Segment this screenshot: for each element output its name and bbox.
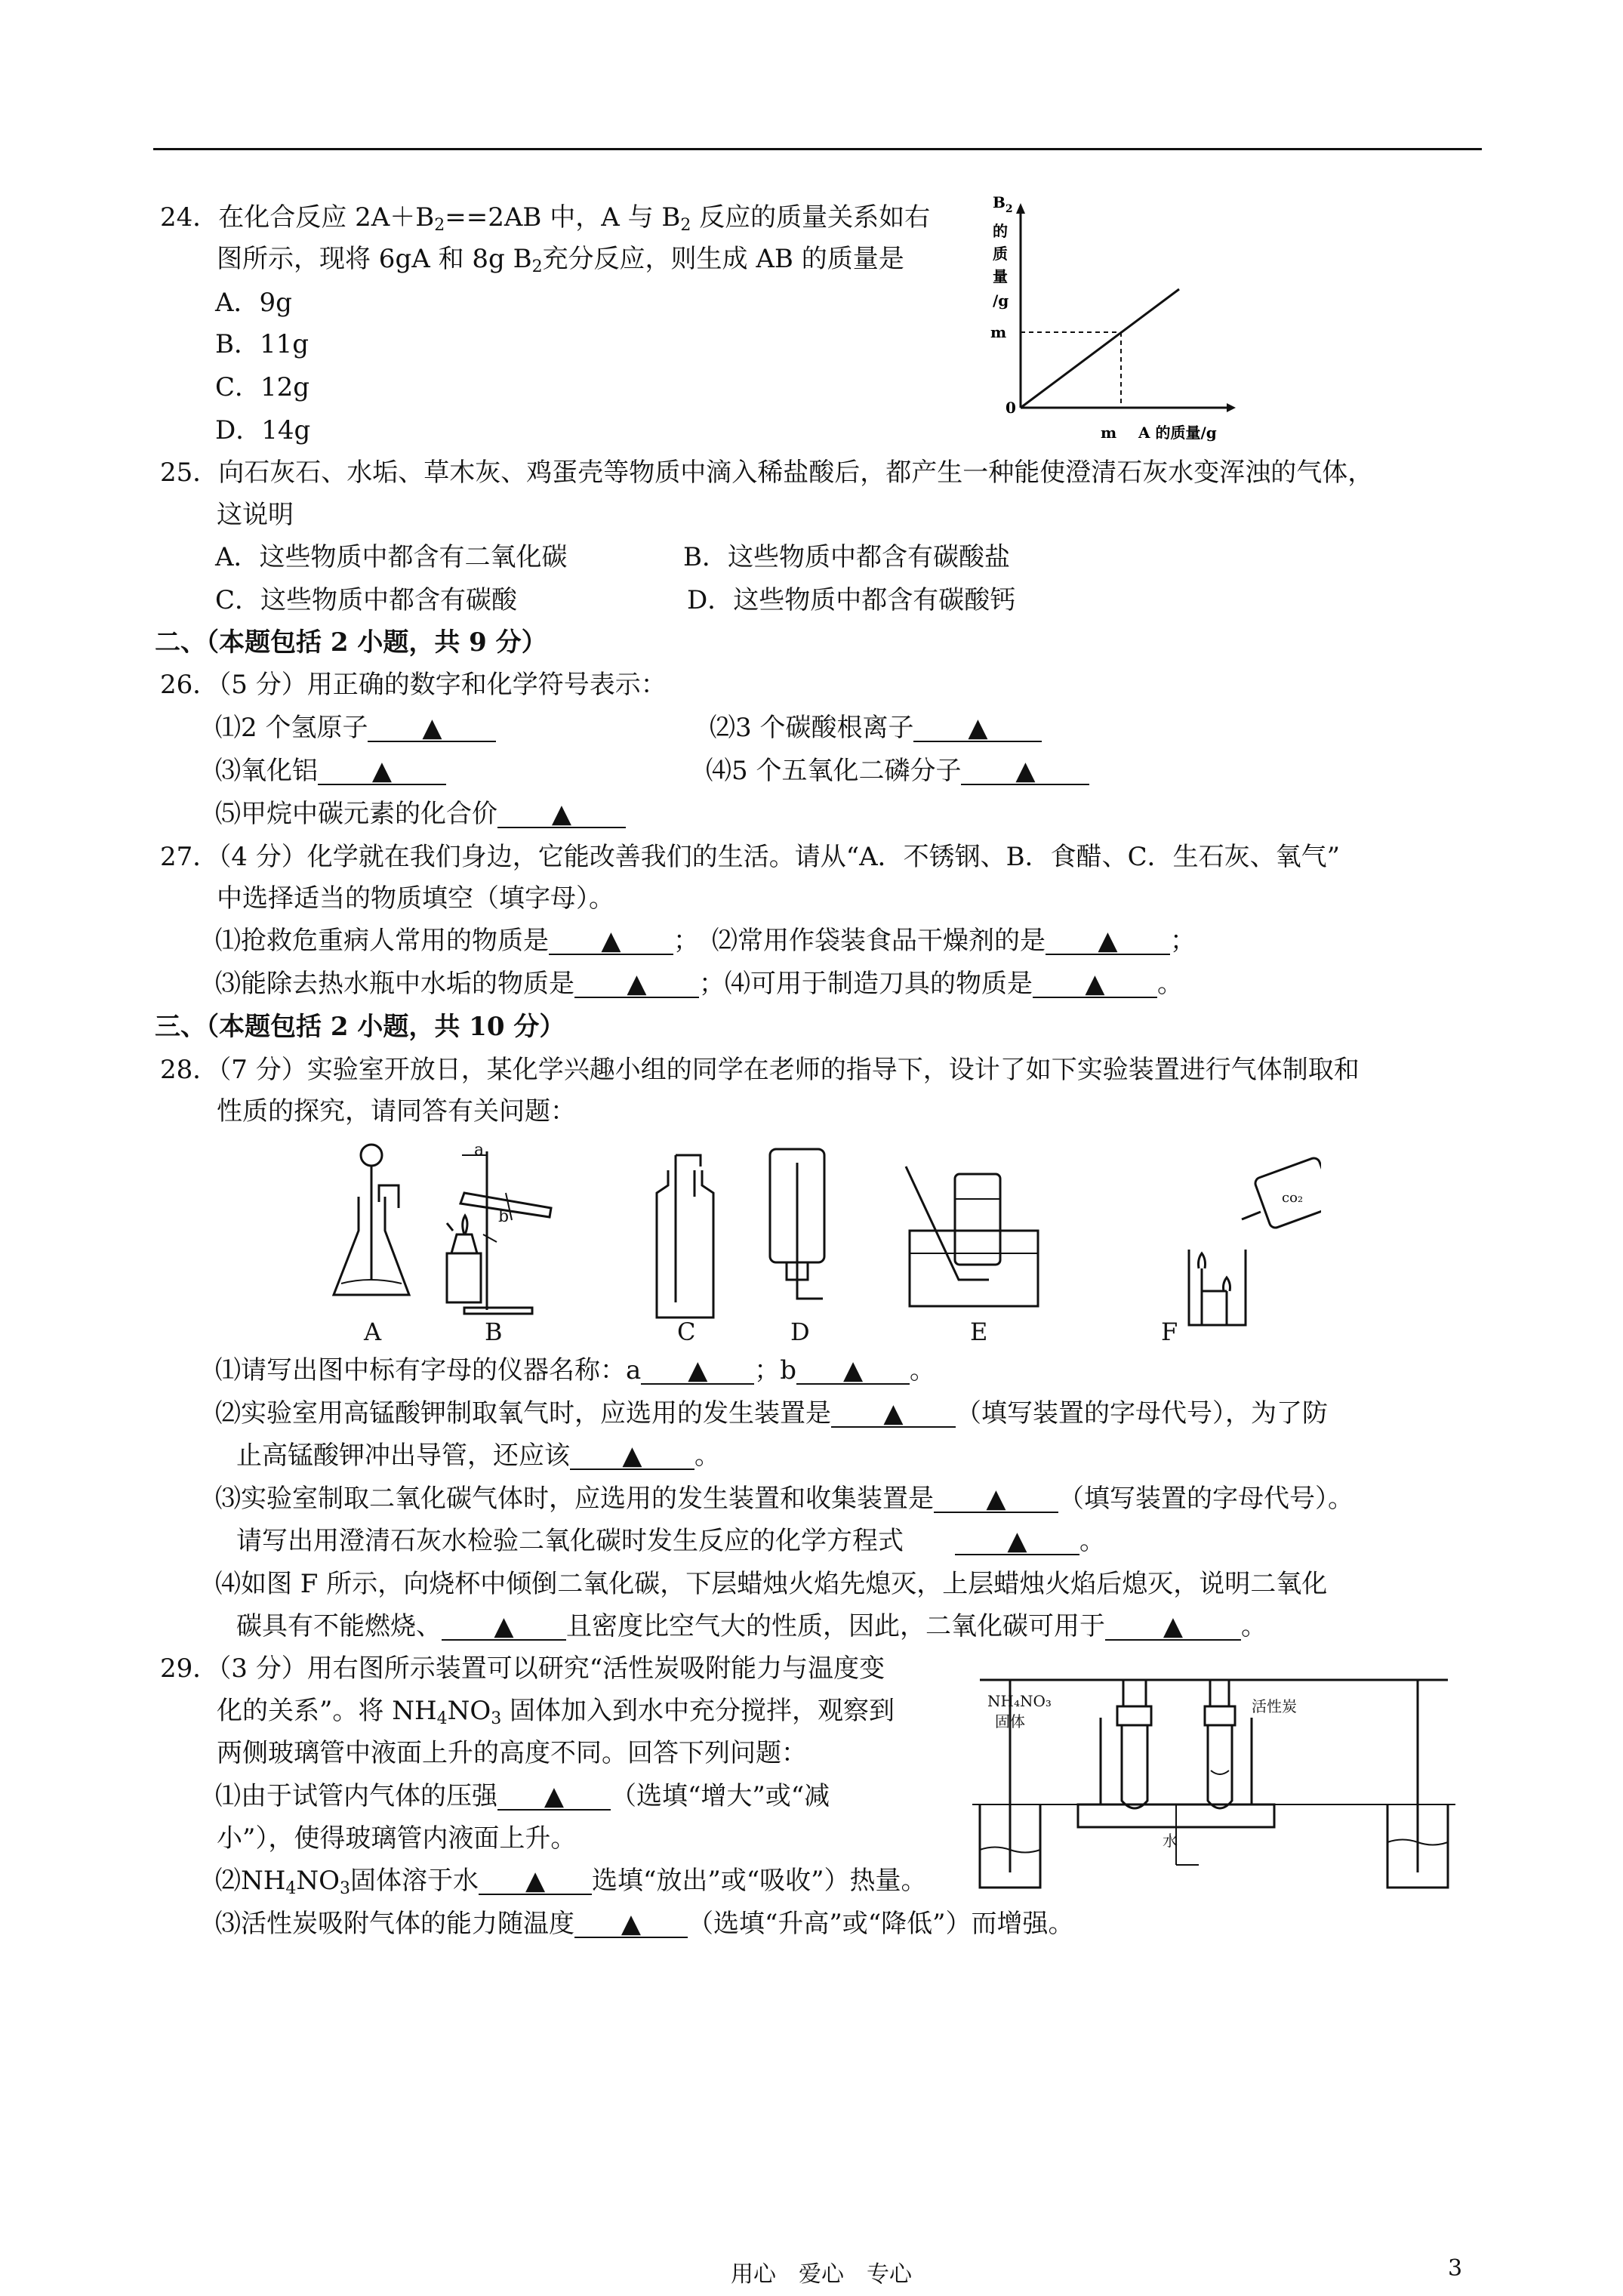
q29-sub-1-line2: 小”），使得玻璃管内液面上升。: [217, 1823, 577, 1854]
q26-blank-3[interactable]: ▲: [318, 758, 446, 785]
q29-blank-2[interactable]: ▲: [479, 1868, 592, 1895]
fig-water: 水: [1163, 1832, 1178, 1850]
apparatus-d: [770, 1149, 824, 1299]
q28-blank-3a[interactable]: ▲: [934, 1486, 1058, 1513]
q28-sub-3: ⑶实验室制取二氧化碳气体时，应选用的发生装置和收集装置是 ▲ （填写装置的字母代号）。: [215, 1484, 1354, 1514]
q25-stem: 25．向石灰石、水垢、草木灰、鸡蛋壳等物质中滴入稀盐酸后，都产生一种能使澄清石灰水变浑浊的气体，: [160, 458, 1374, 488]
q29-sub-1: ⑴由于试管内气体的压强 ▲ （选填“增大”或“减: [215, 1781, 830, 1811]
q26-item-1: ⑴2 个氢原子 ▲: [215, 713, 496, 743]
q28-stem: 28．（7 分）实验室开放日，某化学兴趣小组的同学在老师的指导下，设计了如下实验装置进行气体制取和: [160, 1055, 1360, 1085]
fig-carbon: 活性炭: [1252, 1697, 1297, 1715]
graph-y-arrow: [1016, 203, 1025, 214]
q28-sub-1: ⑴请写出图中标有字母的仪器名称：a ▲ ；b ▲ 。: [215, 1355, 936, 1385]
q29-sub-2: $⑵NH_4NO_3$固体溶于水 ▲ 选填“放出”或“吸收”）热量。: [215, 1866, 927, 1898]
q26-blank-4[interactable]: ▲: [961, 758, 1089, 785]
graph-ylabel-b: $B_2$: [993, 193, 1013, 215]
q26-blank-2[interactable]: ▲: [913, 715, 1042, 742]
page-number: 3: [1448, 2255, 1463, 2282]
graph-ylabel-1: 的: [993, 222, 1008, 240]
q24-stem: 24．在化合反应 $2A+B_2==2AB$ 中，A 与 $B_2$ 反应的质量关系如右: [160, 202, 931, 235]
fig-solid: 固体: [995, 1712, 1025, 1730]
label-c: C: [677, 1318, 696, 1344]
q27-blank-1[interactable]: ▲: [549, 928, 673, 955]
graph-ylabel-3: 量: [993, 267, 1008, 285]
section-3-heading: 三、（本题包括 2 小题，共 10 分）: [155, 1012, 565, 1042]
q24-option-a: A．9g: [215, 288, 292, 318]
q25-option-b: B．这些物质中都含有碳酸盐: [683, 542, 1010, 572]
label-b: B: [485, 1318, 503, 1344]
q28-sub-2-line2: 止高锰酸钾冲出导管，还应该 ▲ 。: [236, 1441, 720, 1471]
graph-x-m: m: [1101, 424, 1117, 442]
apparatus-e: [906, 1166, 1038, 1306]
apparatus-f: [1189, 1157, 1321, 1325]
q28-sub-3-line2: 请写出用澄清石灰水检验二氧化碳时发生反应的化学方程式 ▲ 。: [236, 1526, 1105, 1556]
label-small-a: a: [474, 1141, 485, 1160]
q24-mass-graph: [974, 193, 1261, 449]
q27-blank-2[interactable]: ▲: [1046, 928, 1170, 955]
q26-blank-1[interactable]: ▲: [368, 715, 496, 742]
q25-option-c: C．这些物质中都含有碳酸: [215, 585, 518, 615]
q26-item-4: ⑷5 个五氧化二磷分子 ▲: [706, 756, 1089, 786]
q28-blank-2a[interactable]: ▲: [831, 1401, 956, 1428]
q26-item-2: ⑵3 个碳酸根离子 ▲: [710, 713, 1042, 743]
q25-stem-line2: 这说明: [217, 500, 294, 530]
q28-blank-a[interactable]: ▲: [641, 1358, 754, 1385]
q24-option-c: C．12g: [215, 372, 310, 402]
apparatus-b: [447, 1151, 551, 1314]
q28-sub-4: ⑷如图 F 所示，向烧杯中倾倒二氧化碳，下层蜡烛火焰先熄灭，上层蜡烛火焰后熄灭，说明二氧化: [215, 1569, 1328, 1599]
q26-stem: 26．（5 分）用正确的数字和化学符号表示：: [160, 670, 667, 700]
q28-blank-3b[interactable]: ▲: [955, 1528, 1079, 1555]
q28-blank-4a[interactable]: ▲: [442, 1613, 566, 1641]
q24-option-d: D．14g: [215, 415, 311, 445]
label-a: A: [364, 1318, 382, 1344]
q29-blank-3[interactable]: ▲: [574, 1911, 688, 1938]
q28-stem-line2: 性质的探究，请同答有关问题：: [217, 1096, 576, 1126]
apparatus-c: [657, 1155, 713, 1318]
q29-blank-1[interactable]: ▲: [497, 1783, 611, 1811]
q25-option-a: A．这些物质中都含有二氧化碳: [215, 542, 568, 572]
q25-option-d: D．这些物质中都含有碳酸钙: [687, 585, 1016, 615]
q28-sub-4-line2: 碳具有不能燃烧、 ▲ 且密度比空气大的性质，因此，二氧化碳可用于 ▲ 。: [236, 1611, 1267, 1641]
graph-line: [1021, 289, 1179, 408]
q29-stem-line3: 两侧玻璃管中液面上升的高度不同。回答下列问题：: [217, 1738, 807, 1768]
graph-ylabel-2: 质: [993, 245, 1008, 263]
q27-blank-4[interactable]: ▲: [1033, 971, 1157, 998]
graph-ylabel-4: /g: [993, 291, 1009, 310]
header-rule: [153, 148, 1482, 150]
q24-stem-line2: 图所示，现将 6gA 和 8g $B_2$充分反应，则生成 AB 的质量是: [217, 244, 904, 276]
label-d: D: [790, 1318, 810, 1344]
q26-item-5: ⑸甲烷中碳元素的化合价 ▲: [215, 799, 626, 829]
q28-apparatus-figure: [325, 1140, 1321, 1344]
graph-m-label: m: [990, 323, 1007, 341]
q27-blank-3[interactable]: ▲: [574, 971, 699, 998]
q28-sub-2: ⑵实验室用高锰酸钾制取氧气时，应选用的发生装置是 ▲ （填写装置的字母代号），为了防: [215, 1398, 1328, 1428]
footer-motto: 用心 爱心 专心: [731, 2261, 912, 2288]
q27-stem: 27．（4 分）化学就在我们身边，它能改善我们的生活。请从“A．不锈钢、B．食醋、C．生石灰、氧气”: [160, 842, 1341, 872]
graph-xlabel: A 的质量/g: [1138, 424, 1217, 442]
q29-stem: 29．（3 分）用右图所示装置可以研究“活性炭吸附能力与温度变: [160, 1653, 885, 1684]
q29-apparatus-figure: [965, 1672, 1463, 1903]
q28-blank-b[interactable]: ▲: [796, 1358, 910, 1385]
q27-line-2: ⑶能除去热水瓶中水垢的物质是 ▲ ；⑷可用于制造刀具的物质是 ▲ 。: [215, 969, 1183, 999]
label-small-b: b: [498, 1207, 510, 1226]
label-f: F: [1161, 1318, 1178, 1344]
q24-option-b: B．11g: [215, 329, 310, 359]
section-2-heading: 二、（本题包括 2 小题，共 9 分）: [155, 627, 547, 658]
q28-blank-2b[interactable]: ▲: [570, 1443, 694, 1470]
q28-blank-4b[interactable]: ▲: [1105, 1613, 1241, 1641]
label-e: E: [970, 1318, 988, 1344]
q26-blank-5[interactable]: ▲: [497, 801, 626, 828]
apparatus-a: [334, 1145, 409, 1295]
graph-origin: 0: [1006, 399, 1016, 417]
q27-line-1: ⑴抢救危重病人常用的物质是 ▲ ； ⑵常用作袋装食品干燥剂的是 ▲ ；: [215, 926, 1196, 956]
q26-item-3: ⑶氧化铝 ▲: [215, 756, 446, 786]
graph-x-arrow: [1227, 403, 1236, 412]
q29-sub-3: ⑶活性炭吸附气体的能力随温度 ▲ （选填“升高”或“降低”）而增强。: [215, 1909, 1074, 1939]
fig-nh4no3: NH₄NO₃: [987, 1692, 1052, 1710]
q27-stem-line2: 中选择适当的物质填空（填字母）。: [217, 883, 614, 914]
co2-label: co₂: [1282, 1190, 1304, 1206]
q29-stem-line2: 化的关系”。将 $NH_4NO_3$ 固体加入到水中充分搅拌，观察到: [217, 1696, 895, 1728]
